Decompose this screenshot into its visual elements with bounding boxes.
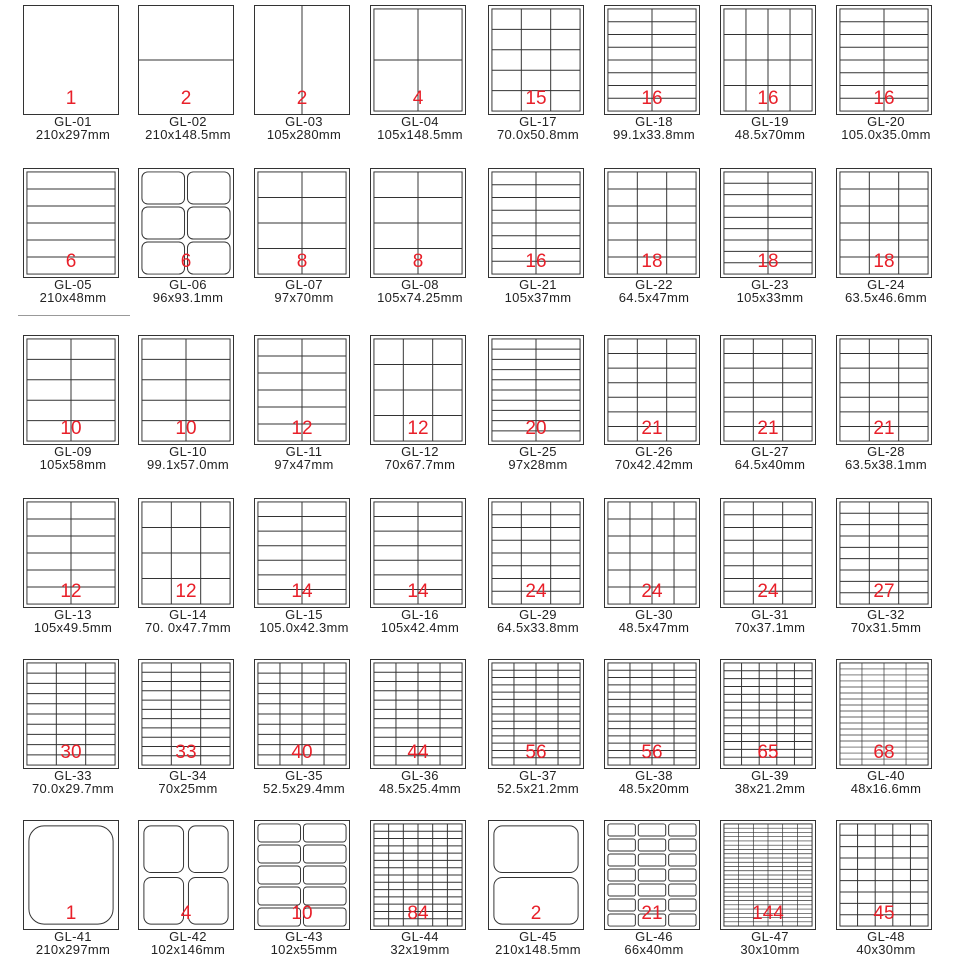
- sheet-preview: [23, 498, 119, 608]
- sheet-preview: [370, 168, 466, 278]
- label-count: 6: [65, 251, 77, 272]
- label-dimensions: 52.5x21.2mm: [496, 781, 580, 796]
- label-sheet-gl-08[interactable]: [360, 163, 480, 323]
- label-sheet-gl-25[interactable]: [478, 330, 598, 490]
- label-count: 18: [641, 251, 663, 272]
- sheet-preview: [370, 498, 466, 608]
- label-cell: [303, 866, 346, 884]
- label-sheet-gl-32[interactable]: [826, 493, 946, 653]
- label-sheet-gl-16[interactable]: [360, 493, 480, 653]
- label-sheet-gl-46[interactable]: [594, 815, 714, 975]
- sheet-preview: [720, 168, 816, 278]
- product-code: GL-03: [285, 114, 323, 129]
- label-dimensions: 70x37.1mm: [734, 620, 806, 635]
- label-sheet-gl-23[interactable]: [710, 163, 830, 323]
- label-sheet-gl-42[interactable]: [128, 815, 248, 975]
- label-sheet-gl-29[interactable]: [478, 493, 598, 653]
- label-dimensions: 63.5x38.1mm: [844, 457, 928, 472]
- label-dimensions: 105x42.4mm: [380, 620, 460, 635]
- label-dimensions: 38x21.2mm: [734, 781, 806, 796]
- label-sheet-gl-44[interactable]: [360, 815, 480, 975]
- label-count: 12: [407, 418, 429, 439]
- label-sheet-gl-15[interactable]: [244, 493, 364, 653]
- sheet-preview: [604, 5, 700, 115]
- label-dimensions: 105x74.25mm: [377, 290, 463, 305]
- label-dimensions: 64.5x40mm: [734, 457, 806, 472]
- sheet-preview: [488, 335, 584, 445]
- sheet-preview: [604, 498, 700, 608]
- label-dimensions: 210x148.5mm: [495, 942, 581, 957]
- label-dimensions: 105x58mm: [39, 457, 107, 472]
- label-dimensions: 210x297mm: [35, 127, 111, 142]
- label-count: 56: [525, 742, 547, 763]
- label-dimensions: 30x10mm: [740, 942, 800, 957]
- label-count: 16: [525, 251, 547, 272]
- label-dimensions: 102x146mm: [150, 942, 226, 957]
- label-sheet-gl-02[interactable]: [128, 0, 248, 160]
- label-cell: [638, 869, 665, 881]
- label-cell: [669, 839, 696, 851]
- label-count: 15: [525, 88, 547, 109]
- label-dimensions: 48x16.6mm: [850, 781, 922, 796]
- label-count: 27: [873, 581, 895, 602]
- sheet-preview: [604, 820, 700, 930]
- selection-underline: [18, 315, 130, 316]
- label-cell: [188, 826, 228, 873]
- label-cell: [638, 884, 665, 896]
- sheet-preview: [23, 820, 119, 930]
- label-cell: [608, 854, 635, 866]
- sheet-preview: [370, 820, 466, 930]
- label-dimensions: 105x148.5mm: [377, 127, 463, 142]
- sheet-preview: [836, 168, 932, 278]
- label-dimensions: 32x19mm: [390, 942, 450, 957]
- product-code: GL-45: [519, 929, 557, 944]
- product-code: GL-09: [54, 444, 92, 459]
- label-count: 12: [175, 581, 197, 602]
- label-cell: [258, 824, 301, 842]
- product-code: GL-23: [751, 277, 789, 292]
- label-sheet-gl-22[interactable]: [594, 163, 714, 323]
- product-code: GL-11: [285, 444, 323, 459]
- product-code: GL-27: [751, 444, 789, 459]
- product-code: GL-12: [401, 444, 439, 459]
- label-cell: [638, 824, 665, 836]
- sheet-preview: [836, 820, 932, 930]
- label-sheet-gl-31[interactable]: [710, 493, 830, 653]
- label-dimensions: 105x33mm: [736, 290, 804, 305]
- label-sheet-gl-41[interactable]: [13, 815, 133, 975]
- label-count: 30: [60, 742, 82, 763]
- label-cell: [494, 826, 578, 873]
- sheet-preview: [836, 659, 932, 769]
- label-count: 24: [525, 581, 547, 602]
- label-dimensions: 63.5x46.6mm: [844, 290, 928, 305]
- product-code: GL-28: [867, 444, 905, 459]
- label-count: 21: [757, 418, 779, 439]
- product-code: GL-32: [867, 607, 905, 622]
- label-dimensions: 105.0x35.0mm: [841, 127, 931, 142]
- label-cell: [144, 826, 184, 873]
- label-count: 10: [60, 418, 82, 439]
- label-count: 16: [757, 88, 779, 109]
- label-count: 68: [873, 742, 895, 763]
- sheet-preview: [720, 5, 816, 115]
- label-sheet-gl-04[interactable]: [360, 0, 480, 160]
- label-sheet-gl-11[interactable]: [244, 330, 364, 490]
- label-cell: [669, 869, 696, 881]
- label-cell: [608, 839, 635, 851]
- label-count: 44: [407, 742, 429, 763]
- label-dimensions: 48.5x47mm: [618, 620, 690, 635]
- sheet-preview: [720, 820, 816, 930]
- label-count: 2: [530, 903, 542, 924]
- sheet-preview: [720, 335, 816, 445]
- label-dimensions: 105x280mm: [266, 127, 342, 142]
- label-dimensions: 70x31.5mm: [850, 620, 922, 635]
- sheet-preview: [138, 168, 234, 278]
- product-code: GL-35: [285, 768, 323, 783]
- label-count: 21: [641, 418, 663, 439]
- label-dimensions: 105.0x42.3mm: [259, 620, 349, 635]
- label-dimensions: 105x37mm: [504, 290, 572, 305]
- product-code: GL-16: [401, 607, 439, 622]
- label-sheet-gl-45[interactable]: [478, 815, 598, 975]
- label-dimensions: 97x70mm: [274, 290, 334, 305]
- product-code: GL-08: [401, 277, 439, 292]
- label-sheet-gl-28[interactable]: [826, 330, 946, 490]
- sheet-preview: [23, 659, 119, 769]
- label-count: 65: [757, 742, 779, 763]
- product-code: GL-18: [635, 114, 673, 129]
- label-sheet-gl-33[interactable]: [13, 654, 133, 814]
- product-code: GL-46: [635, 929, 673, 944]
- sheet-preview: [254, 5, 350, 115]
- label-sheet-gl-12[interactable]: [360, 330, 480, 490]
- label-dimensions: 97x28mm: [508, 457, 568, 472]
- product-code: GL-47: [751, 929, 789, 944]
- sheet-preview: [836, 335, 932, 445]
- sheet-preview: [254, 659, 350, 769]
- label-cell: [669, 824, 696, 836]
- label-sheet-gl-36[interactable]: [360, 654, 480, 814]
- label-sheet-gl-48[interactable]: [826, 815, 946, 975]
- label-sheet-gl-17[interactable]: [478, 0, 598, 160]
- label-count: 24: [641, 581, 663, 602]
- sheet-preview: [604, 659, 700, 769]
- product-code: GL-14: [169, 607, 207, 622]
- sheet-preview: [370, 5, 466, 115]
- sheet-preview: [138, 820, 234, 930]
- label-sheet-gl-21[interactable]: [478, 163, 598, 323]
- label-count: 21: [873, 418, 895, 439]
- label-cell: [669, 884, 696, 896]
- label-count: 8: [296, 251, 308, 272]
- label-count: 84: [407, 903, 429, 924]
- label-count: 1: [65, 903, 77, 924]
- product-code: GL-10: [169, 444, 207, 459]
- label-sheet-gl-26[interactable]: [594, 330, 714, 490]
- label-dimensions: 66x40mm: [624, 942, 684, 957]
- label-cell: [187, 207, 230, 239]
- product-code: GL-36: [401, 768, 439, 783]
- label-sheet-gl-40[interactable]: [826, 654, 946, 814]
- product-code: GL-05: [54, 277, 92, 292]
- label-sheet-gl-01[interactable]: [13, 0, 133, 160]
- label-count: 24: [757, 581, 779, 602]
- label-sheet-gl-05[interactable]: [13, 163, 133, 323]
- label-sheet-gl-43[interactable]: [244, 815, 364, 975]
- label-sheet-gl-27[interactable]: [710, 330, 830, 490]
- label-count: 14: [291, 581, 313, 602]
- sheet-preview: [23, 168, 119, 278]
- sheet-preview: [138, 5, 234, 115]
- product-code: GL-29: [519, 607, 557, 622]
- label-sheet-gl-20[interactable]: [826, 0, 946, 160]
- label-sheet-gl-07[interactable]: [244, 163, 364, 323]
- sheet-preview: [488, 498, 584, 608]
- label-count: 10: [291, 903, 313, 924]
- label-sheet-gl-34[interactable]: [128, 654, 248, 814]
- product-code: GL-13: [54, 607, 92, 622]
- label-cell: [608, 869, 635, 881]
- product-code: GL-07: [285, 277, 323, 292]
- label-sheet-gl-09[interactable]: [13, 330, 133, 490]
- sheet-preview: [138, 498, 234, 608]
- label-dimensions: 210x148.5mm: [145, 127, 231, 142]
- product-code: GL-01: [54, 114, 92, 129]
- sheet-preview: [138, 335, 234, 445]
- product-code: GL-39: [751, 768, 789, 783]
- label-cell: [258, 866, 301, 884]
- label-count: 16: [641, 88, 663, 109]
- sheet-preview: [488, 168, 584, 278]
- label-cell: [142, 172, 185, 204]
- product-code: GL-04: [401, 114, 439, 129]
- label-dimensions: 70.0x50.8mm: [496, 127, 580, 142]
- label-count: 12: [291, 418, 313, 439]
- label-count: 56: [641, 742, 663, 763]
- label-dimensions: 70.0x29.7mm: [31, 781, 115, 796]
- label-count: 18: [757, 251, 779, 272]
- sheet-preview: [370, 659, 466, 769]
- label-sheet-gl-30[interactable]: [594, 493, 714, 653]
- sheet-preview: [254, 820, 350, 930]
- label-dimensions: 48.5x70mm: [734, 127, 806, 142]
- label-dimensions: 48.5x20mm: [618, 781, 690, 796]
- label-cell: [669, 854, 696, 866]
- label-count: 144: [752, 903, 784, 924]
- label-cell: [608, 884, 635, 896]
- label-count: 2: [180, 88, 192, 109]
- label-sheet-gl-24[interactable]: [826, 163, 946, 323]
- label-cell: [142, 207, 185, 239]
- label-sheet-gl-03[interactable]: [244, 0, 364, 160]
- label-dimensions: 70x25mm: [158, 781, 218, 796]
- label-cell: [608, 824, 635, 836]
- label-sheet-gl-47[interactable]: [710, 815, 830, 975]
- label-dimensions: 99.1x57.0mm: [146, 457, 230, 472]
- product-code: GL-44: [401, 929, 439, 944]
- product-code: GL-26: [635, 444, 673, 459]
- sheet-preview: [604, 335, 700, 445]
- label-sheet-gl-37[interactable]: [478, 654, 598, 814]
- label-cell: [258, 845, 301, 863]
- product-code: GL-34: [169, 768, 207, 783]
- label-sheet-gl-35[interactable]: [244, 654, 364, 814]
- label-dimensions: 210x48mm: [39, 290, 107, 305]
- label-dimensions: 40x30mm: [856, 942, 916, 957]
- label-dimensions: 48.5x25.4mm: [378, 781, 462, 796]
- label-dimensions: 52.5x29.4mm: [262, 781, 346, 796]
- sheet-preview: [254, 335, 350, 445]
- label-count: 45: [873, 903, 895, 924]
- sheet-preview: [23, 335, 119, 445]
- sheet-preview: [488, 820, 584, 930]
- label-sheet-gl-38[interactable]: [594, 654, 714, 814]
- product-code: GL-30: [635, 607, 673, 622]
- label-count: 33: [175, 742, 197, 763]
- sheet-preview: [720, 659, 816, 769]
- label-dimensions: 99.1x33.8mm: [612, 127, 696, 142]
- label-cell: [303, 824, 346, 842]
- label-count: 18: [873, 251, 895, 272]
- label-dimensions: 70x42.42mm: [614, 457, 694, 472]
- label-sheet-gl-13[interactable]: [13, 493, 133, 653]
- label-count: 10: [175, 418, 197, 439]
- label-count: 4: [412, 88, 424, 109]
- product-code: GL-15: [285, 607, 323, 622]
- product-code: GL-20: [867, 114, 905, 129]
- product-code: GL-33: [54, 768, 92, 783]
- product-code: GL-24: [867, 277, 905, 292]
- product-code: GL-48: [867, 929, 905, 944]
- label-dimensions: 97x47mm: [274, 457, 334, 472]
- product-code: GL-25: [519, 444, 557, 459]
- label-dimensions: 70x67.7mm: [384, 457, 456, 472]
- label-count: 21: [641, 903, 663, 924]
- label-sheet-gl-19[interactable]: [710, 0, 830, 160]
- label-dimensions: 96x93.1mm: [152, 290, 224, 305]
- label-count: 14: [407, 581, 429, 602]
- sheet-preview: [720, 498, 816, 608]
- label-dimensions: 210x297mm: [35, 942, 111, 957]
- product-code: GL-17: [519, 114, 557, 129]
- label-cell: [638, 839, 665, 851]
- product-code: GL-43: [285, 929, 323, 944]
- product-code: GL-02: [169, 114, 207, 129]
- sheet-preview: [23, 5, 119, 115]
- product-code: GL-38: [635, 768, 673, 783]
- label-count: 8: [412, 251, 424, 272]
- label-count: 1: [65, 88, 77, 109]
- sheet-preview: [836, 5, 932, 115]
- product-code: GL-31: [751, 607, 789, 622]
- product-code: GL-21: [519, 277, 557, 292]
- label-dimensions: 102x55mm: [270, 942, 338, 957]
- label-count: 20: [525, 418, 547, 439]
- product-code: GL-06: [169, 277, 207, 292]
- label-sheet-gl-10[interactable]: [128, 330, 248, 490]
- sheet-preview: [488, 659, 584, 769]
- sheet-preview: [370, 335, 466, 445]
- label-count: 16: [873, 88, 895, 109]
- label-count: 6: [180, 251, 192, 272]
- product-code: GL-40: [867, 768, 905, 783]
- label-cell: [638, 854, 665, 866]
- sheet-preview: [836, 498, 932, 608]
- sheet-preview: [254, 168, 350, 278]
- label-count: 12: [60, 581, 82, 602]
- label-sheet-gl-18[interactable]: [594, 0, 714, 160]
- label-sheet-gl-14[interactable]: [128, 493, 248, 653]
- product-code: GL-37: [519, 768, 557, 783]
- label-sheet-gl-06[interactable]: [128, 163, 248, 323]
- product-code: GL-42: [169, 929, 207, 944]
- sheet-preview: [488, 5, 584, 115]
- label-sheet-gl-39[interactable]: [710, 654, 830, 814]
- product-code: GL-19: [751, 114, 789, 129]
- sheet-preview: [138, 659, 234, 769]
- label-count: 2: [296, 88, 308, 109]
- label-dimensions: 70. 0x47.7mm: [145, 620, 231, 635]
- label-dimensions: 64.5x33.8mm: [496, 620, 580, 635]
- sheet-preview: [254, 498, 350, 608]
- sheet-preview: [604, 168, 700, 278]
- label-count: 40: [291, 742, 313, 763]
- label-cell: [187, 172, 230, 204]
- label-count: 4: [180, 903, 192, 924]
- label-dimensions: 105x49.5mm: [33, 620, 113, 635]
- product-code: GL-41: [54, 929, 92, 944]
- label-dimensions: 64.5x47mm: [618, 290, 690, 305]
- label-cell: [303, 845, 346, 863]
- product-code: GL-22: [635, 277, 673, 292]
